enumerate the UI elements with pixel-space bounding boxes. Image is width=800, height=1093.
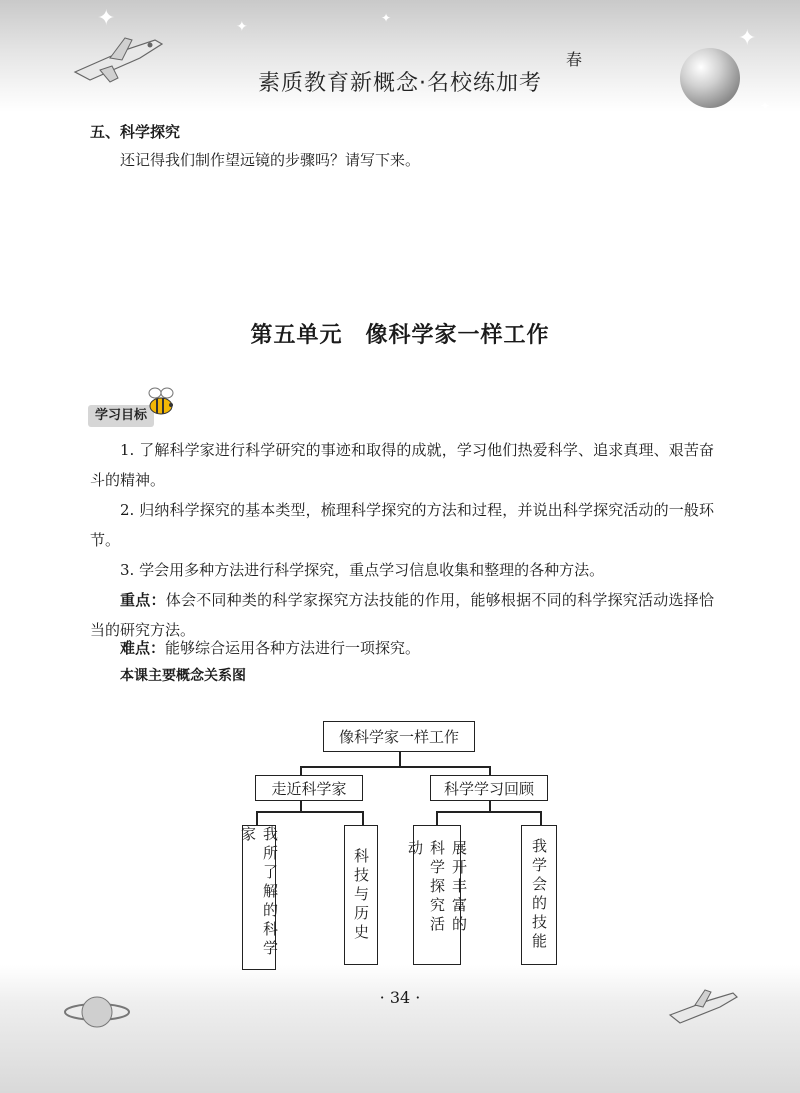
star-icon: ✦ [97,6,116,31]
page-number: · 34 · [379,988,421,1007]
page-header-title: 素质教育新概念·名校练加考 [258,71,542,96]
connector-line [362,811,364,825]
bee-icon [143,384,179,420]
concept-map-leaf [521,825,557,965]
leaf-label: 我学会的技能 [530,838,548,952]
star-icon: ✦ [760,99,771,113]
key-point-text: 体会不同种类的科学家探究方法技能的作用，能够根据不同的科学探究活动选择恰当的研究方法。 [90,591,714,639]
difficulty-label: 难点： [120,639,166,657]
objective-item-3: 3. 学会用多种方法进行科学探究，重点学习信息收集和整理的各种方法。 [120,561,605,579]
right-branch-label: 科学学习回顾 [443,779,534,798]
connector-line [436,811,438,825]
concept-map-right-branch [430,775,548,801]
learning-objectives-badge: 学习目标 [88,405,154,427]
connector-line [540,811,542,825]
concept-map-left-branch [255,775,363,801]
objective-item-2: 2. 归纳科学探究的基本类型，梳理科学探究的方法和过程，并说出科学探究活动的一般环节。 [90,501,714,549]
globe-icon [680,48,740,108]
connector-line [436,811,541,813]
unit-title: 第五单元 像科学家一样工作 [250,322,550,348]
section-heading: 五、科学探究 [90,123,181,141]
leaf-label: 展开丰富的科学探究活动 [406,840,468,935]
leaf-label: 我所了解的科学家 [239,826,279,959]
star-icon: ✦ [236,19,248,35]
concept-map-root [323,721,475,752]
connector-line [399,751,401,767]
objective-item-1: 1. 了解科学家进行科学研究的事迹和取得的成就，学习他们热爱科学、追求真理、艰苦奋斗的精神。 [90,441,714,489]
star-icon: ✦ [738,26,757,51]
question-text: 还记得我们制作望远镜的步骤吗？请写下来。 [120,151,421,169]
connector-line [256,811,363,813]
difficulty-text: 能够综合运用各种方法进行一项探究。 [165,639,421,657]
leaf-label: 科技与历史 [352,847,370,943]
concept-map-leaf [344,825,378,965]
root-label: 像科学家一样工作 [338,728,459,746]
difficulty-paragraph [90,633,714,663]
season-label: 春 [566,50,583,69]
key-point-label: 重点： [120,591,166,609]
star-icon: ✦ [381,11,392,25]
concept-map-leaf [239,825,279,970]
concept-map-label: 本课主要概念关系图 [120,668,246,684]
connector-line [256,811,258,825]
concept-map-leaf [406,825,468,965]
left-branch-label: 走近科学家 [271,779,347,798]
connector-line [300,766,490,768]
